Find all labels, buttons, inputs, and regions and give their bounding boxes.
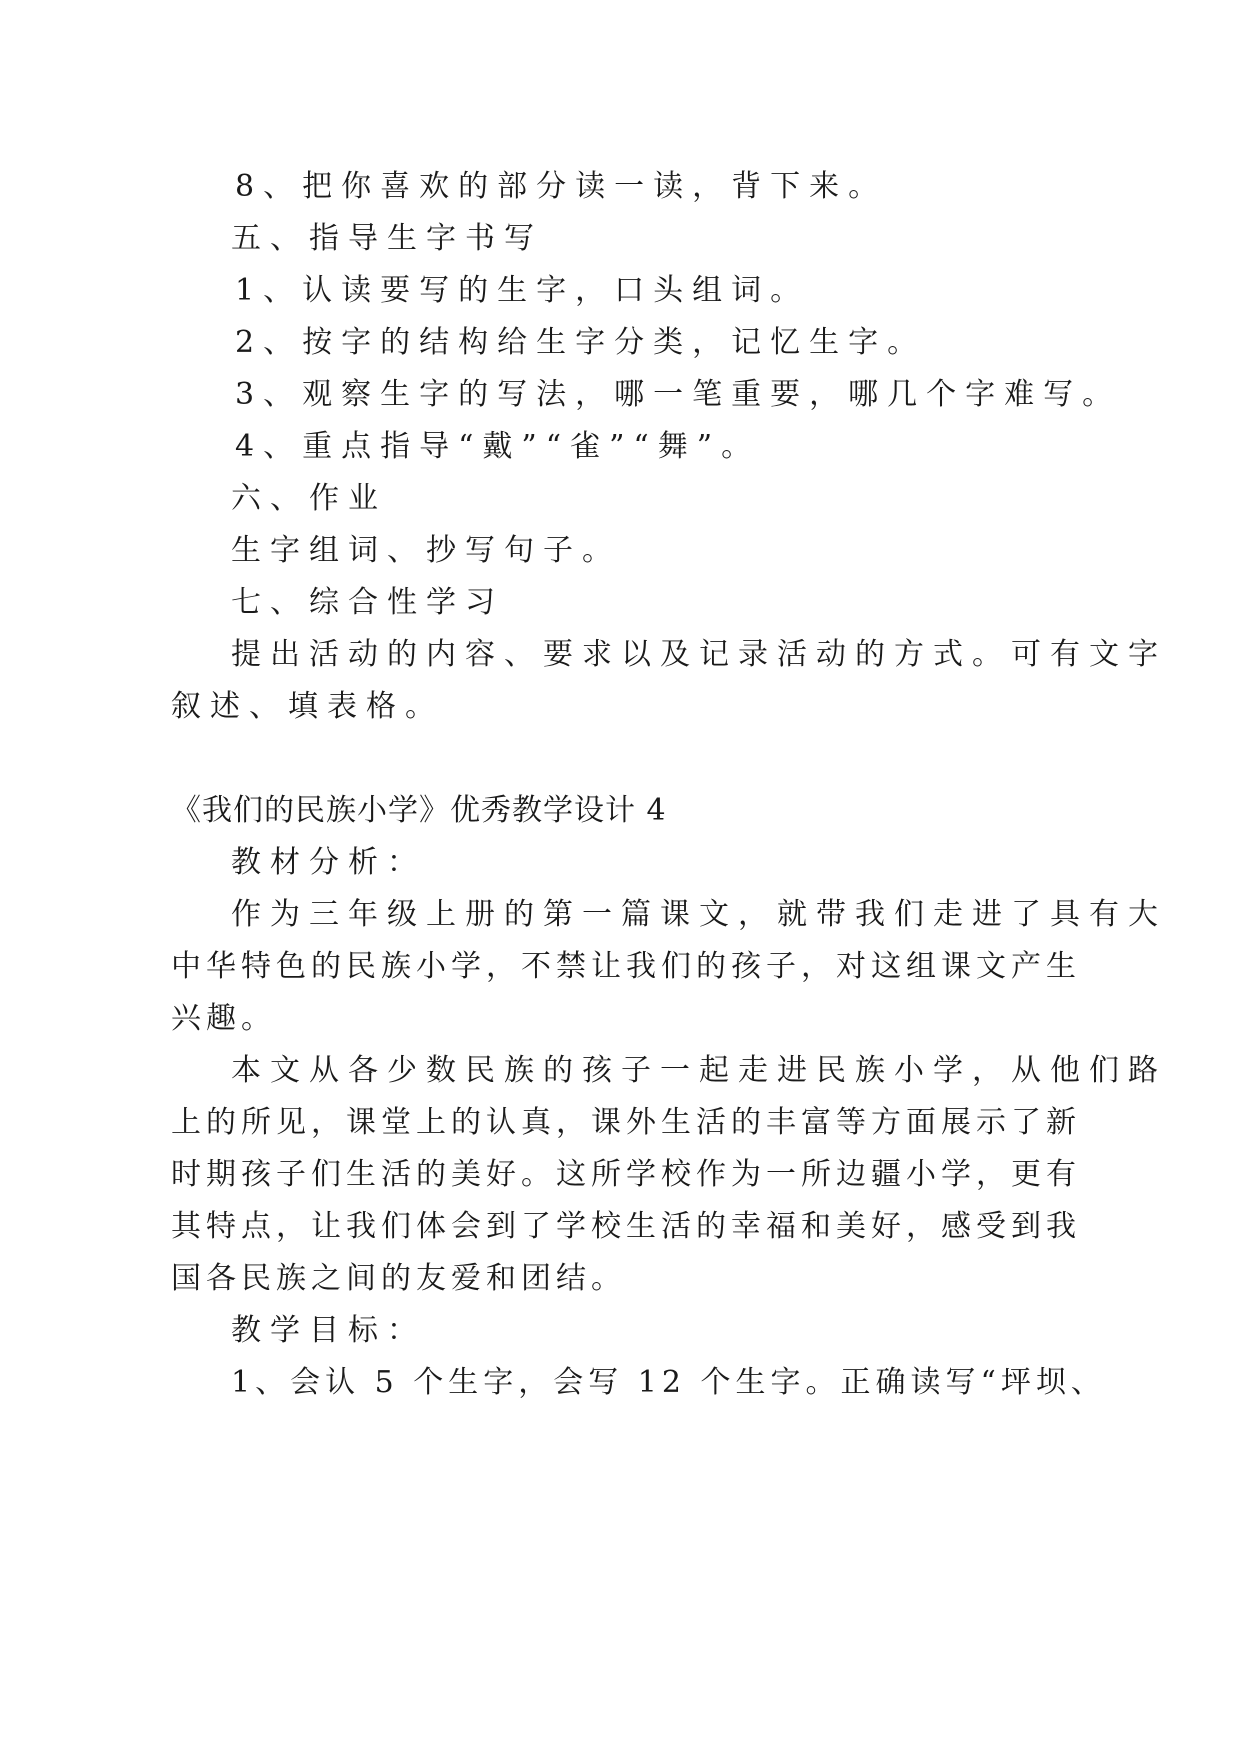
homework-text: 生字组词、抄写句子。 (231, 533, 621, 568)
section-heading-5: 五、指导生字书写 (231, 221, 543, 256)
list-item-1: 1、认读要写的生字，口头组词。 (235, 273, 810, 308)
list-item-2: 2、按字的结构给生字分类，记忆生字。 (235, 325, 927, 360)
paragraph-line: 兴趣。 (171, 1001, 276, 1036)
paragraph-line: 叙述、填表格。 (171, 689, 444, 724)
section-heading-7: 七、综合性学习 (231, 585, 504, 620)
goal-item-1: 1、会认 5 个生字，会写 12 个生字。正确读写“坪坝、 (231, 1365, 1106, 1400)
paragraph-line: 时期孩子们生活的美好。这所学校作为一所边疆小学，更有 (171, 1157, 1081, 1192)
paragraph-line: 中华特色的民族小学，不禁让我们的孩子，对这组课文产生 (171, 949, 1081, 984)
subheading-teaching-goals: 教学目标： (231, 1313, 426, 1348)
paragraph-line: 上的所见，课堂上的认真，课外生活的丰富等方面展示了新 (171, 1105, 1081, 1140)
document-title: 《我们的民族小学》优秀教学设计 4 (171, 793, 667, 828)
paragraph-line: 其特点，让我们体会到了学校生活的幸福和美好，感受到我 (171, 1209, 1081, 1244)
paragraph-line: 国各民族之间的友爱和团结。 (171, 1261, 626, 1296)
subheading-material-analysis: 教材分析： (231, 845, 426, 880)
list-item-8: 8、把你喜欢的部分读一读，背下来。 (235, 169, 888, 204)
section-heading-6: 六、作业 (231, 481, 387, 516)
paragraph-line: 本文从各少数民族的孩子一起走进民族小学，从他们路 (231, 1053, 1167, 1088)
list-item-4: 4、重点指导“戴”“雀”“舞”。 (235, 429, 761, 464)
list-item-3: 3、观察生字的写法，哪一笔重要，哪几个字难写。 (235, 377, 1122, 412)
paragraph-line: 提出活动的内容、要求以及记录活动的方式。可有文字 (231, 637, 1167, 672)
paragraph-line: 作为三年级上册的第一篇课文，就带我们走进了具有大 (231, 897, 1167, 932)
